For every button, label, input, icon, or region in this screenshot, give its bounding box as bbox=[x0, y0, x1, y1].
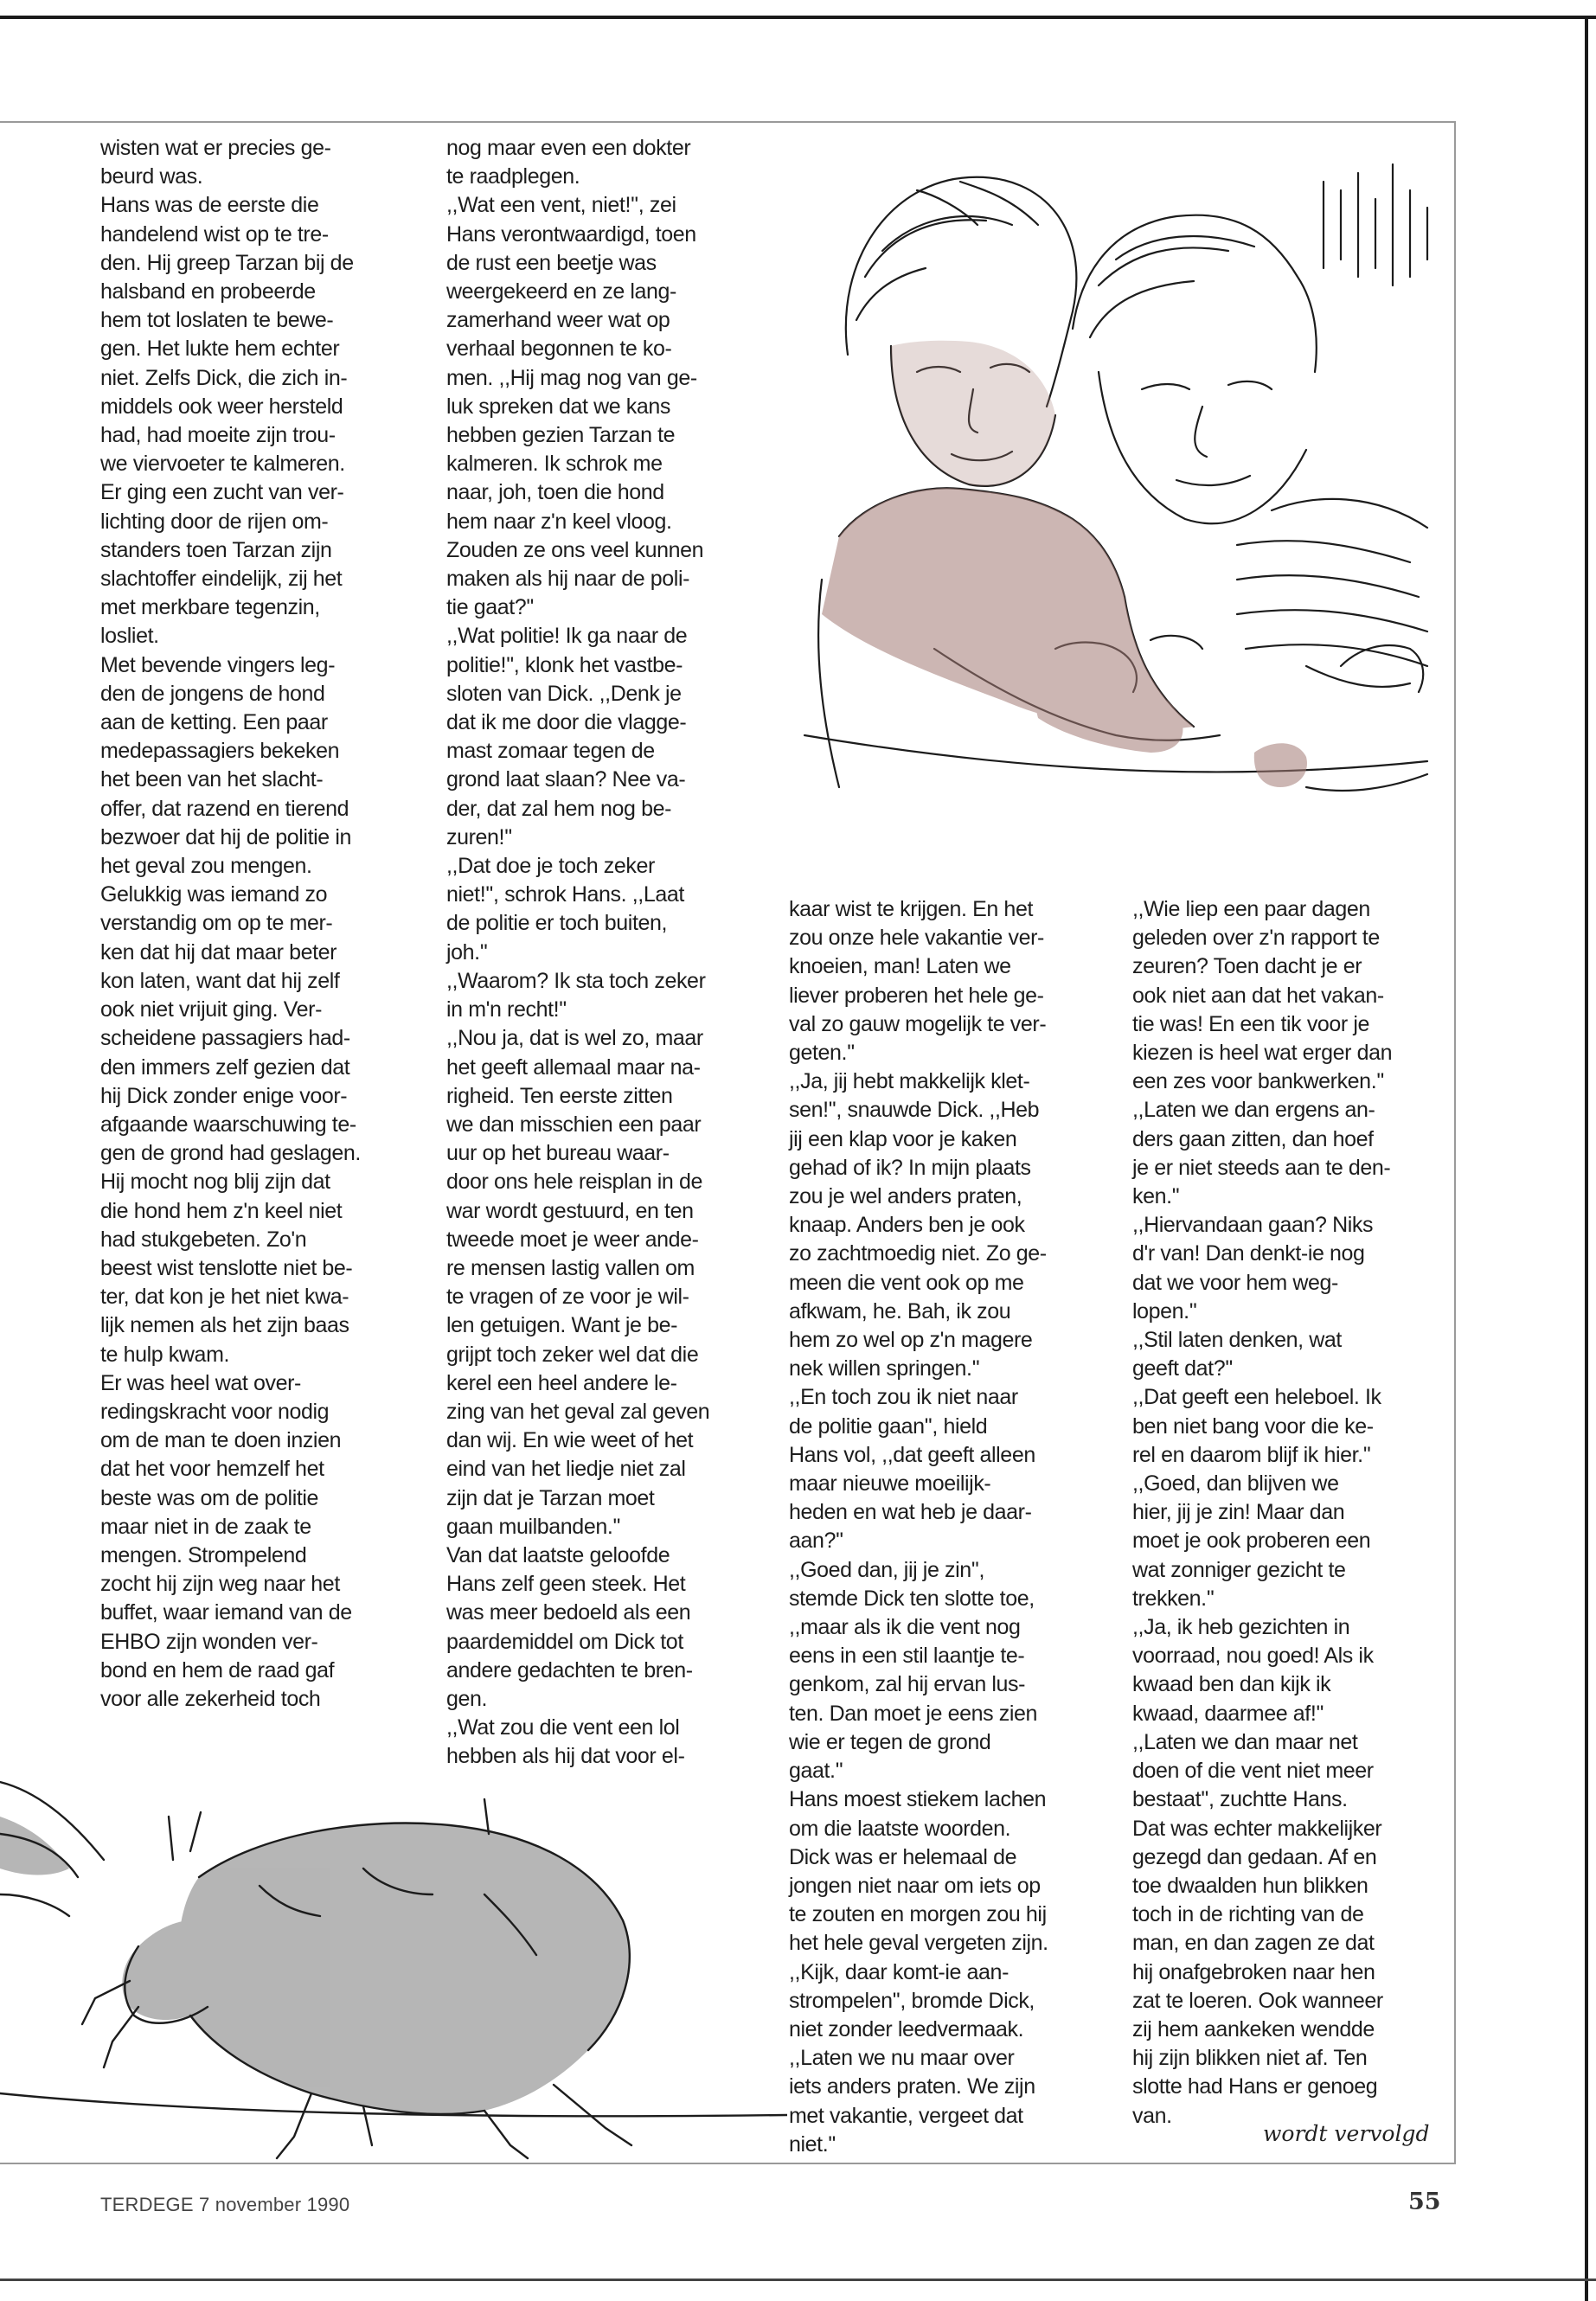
article-column-4: ,,Wie liep een paar dagen geleden over z'n rapport te zeuren? Toen dacht je er ook niet aan dat het vakan- tie was! En een tik voor je kiezen is heel wat erger dan een zes voor bankwerken.'' ,,Laten we dan ergens an- ders gaan zitten, dan hoef je er niet steeds aan te den- ken.'' ,,Hiervandaan gaan? Niks d'r van! Dan denkt-ie nog dat we voor hem weg- lopen.'' ,,Stil laten denken, wat geeft dat?'' ,,Dat geeft een heleboel. Ik ben niet bang voor die ke- rel en daarom blijf ik hier.'' ,,Goed, dan blijven we hier, jij je zin! Maar dan moet je ook proberen een wat zonniger gezicht te trekken.'' ,,Ja, ik heb gezichten in voorraad, nou goed! Als ik kwaad ben dan kijk ik kwaad, daarmee af!'' ,,Laten we dan maar net doen of die vent niet meer bestaat'', zuchtte Hans. Dat was echter makkelijker gezegd dan gedaan. Af en toe dwaalden hun blikken toch in de richting van de man, en dan zagen ze dat hij onafgebroken naar hen zat te loeren. Ook wanneer zij hem aankeken wendde hij zijn blikken niet af. Ten slotte had Hans er genoeg van. bbox=[1132, 897, 1393, 2128]
page-number: 55 bbox=[1408, 2189, 1441, 2215]
page-edge bbox=[0, 16, 1596, 19]
page-edge bbox=[0, 2279, 1596, 2281]
publication-footer: TERDEGE 7 november 1990 bbox=[100, 2194, 350, 2215]
to-be-continued: wordt vervolgd bbox=[1263, 2121, 1430, 2146]
page-edge bbox=[1585, 16, 1588, 2301]
dog-illustration bbox=[0, 1765, 787, 2164]
article-column-1: wisten wat er precies ge- beurd was. Hans was de eerste die handelend wist op te tre- den. Hij greep Tarzan bij de halsband en probeerde hem tot loslaten te bewe- gen. Het lukte hem echter niet. Zelfs Dick, die zich in- middels ook weer hersteld had, had moeite zijn trou- we viervoeter te kalmeren. Er ging een zucht van ver- lichting door de rijen om- standers toen Tarzan zijn slachtoffer eindelijk, zij het met merkbare tegenzin, losliet. Met bevende vingers leg- den de jongens de hond aan de ketting. Een paar medepassagiers bekeken het been van het slacht- offer, dat razend en tierend bezwoer dat hij de politie in het geval zou mengen. Gelukkig was iemand zo verstandig om op te mer- ken dat hij dat maar beter kon laten, want dat hij zelf ook niet vrijuit ging. Ver- scheidene passagiers had- den immers zelf gezien dat hij Dick zonder enige voor- afgaande waarschuwing te- gen de grond had geslagen. Hij mocht nog blij zijn dat die hond hem z'n keel niet had stukgebeten. Zo'n beest wist tenslotte niet be- ter, dat kon je het niet kwa- lijk nemen als het zijn baas te hulp kwam. Er was heel wat over- redingskracht voor nodig om de man te doen inzien dat het voor hemzelf het beste was om de politie maar niet in de zaak te mengen. Strompelend zocht hij zijn weg naar het buffet, waar iemand van de EHBO zijn wonden ver- bond en hem de raad gaf voor alle zekerheid toch bbox=[100, 136, 361, 1711]
article-column-2: nog maar even een dokter te raadplegen. ,,Wat een vent, niet!'', zei Hans verontwaardigd, toen de rust een beetje was weergekeerd en ze lang- zamerhand weer wat op verhaal begonnen te ko- men. ,,Hij mag nog van ge- luk spreken dat we kans hebben gezien Tarzan te kalmeren. Ik schrok me naar, joh, toen die hond hem naar z'n keel vloog. Zouden ze ons veel kunnen maken als hij naar de poli- tie gaat?'' ,,Wat politie! Ik ga naar de politie!'', klonk het vastbe- sloten van Dick. ,,Denk je dat ik me door die vlagge- mast zomaar tegen de grond laat slaan? Nee va- der, dat zal hem nog be- zuren!'' ,,Dat doe je toch zeker niet!'', schrok Hans. ,,Laat de politie er toch buiten, joh.'' ,,Waarom? Ik sta toch zeker in m'n recht!'' ,,Nou ja, dat is wel zo, maar het geeft allemaal maar na- righeid. Ten eerste zitten we dan misschien een paar uur op het bureau waar- door ons hele reisplan in de war wordt gestuurd, en ten tweede moet je weer ande- re mensen lastig vallen om te vragen of ze voor je wil- len getuigen. Want je be- grijpt toch zeker wel dat die kerel een heel andere le- zing van het geval zal geven dan wij. En wie weet of het eind van het liedje niet zal zijn dat je Tarzan moet gaan muilbanden.'' Van dat laatste geloofde Hans zelf geen steek. Het was meer bedoeld als een paardemiddel om Dick tot andere gedachten te bren- gen. ,,Wat zou die vent een lol hebben als hij dat voor el- bbox=[446, 136, 710, 1769]
two-boys-illustration bbox=[787, 130, 1445, 865]
article-column-3: kaar wist te krijgen. En het zou onze hele vakantie ver- knoeien, man! Laten we liever proberen het hele ge- val zo gauw mogelijk te ver- geten.'' ,,Ja, jij hebt makkelijk klet- sen!'', snauwde Dick. ,,Heb jij een klap voor je kaken gehad of ik? In mijn plaats zou je wel anders praten, knaap. Anders ben je ook zo zachtmoedig niet. Zo ge- meen die vent ook op me afkwam, he. Bah, ik zou hem zo wel op z'n magere nek willen springen.'' ,,En toch zou ik niet naar de politie gaan'', hield Hans vol, ,,dat geeft alleen maar nieuwe moeilijk- heden en wat heb je daar- aan?'' ,,Goed dan, jij je zin'', stemde Dick ten slotte toe, ,,maar als ik die vent nog eens in een stil laantje te- genkom, zal hij ervan lus- ten. Dan moet je eens zien wie er tegen de grond gaat.'' Hans moest stiekem lachen om die laatste woorden. Dick was er helemaal de jongen niet naar om iets op te zouten en morgen zou hij het hele geval vergeten zijn. ,,Kijk, daar komt-ie aan- strompelen'', bromde Dick, niet zonder leedvermaak. ,,Laten we nu maar over iets anders praten. We zijn met vakantie, vergeet dat niet.'' bbox=[789, 897, 1048, 2157]
